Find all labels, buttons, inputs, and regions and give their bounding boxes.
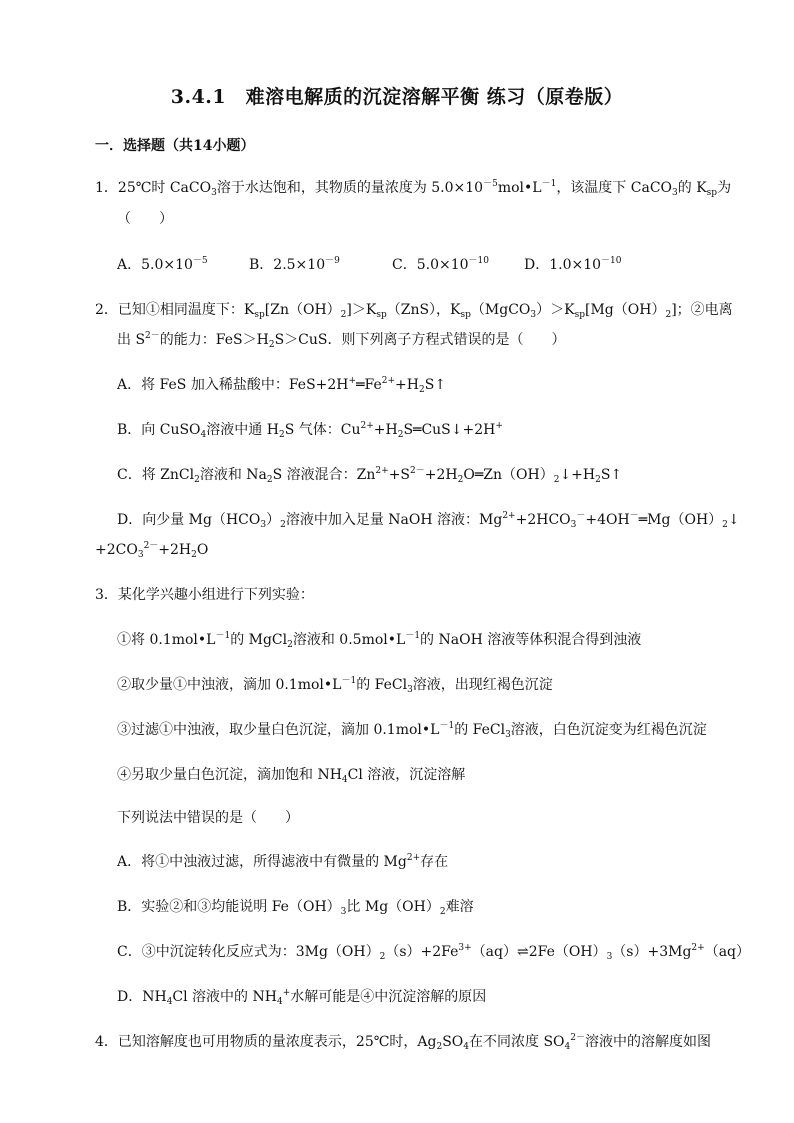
question-3-option-a[interactable]: A．将①中浊液过滤，所得滤液中有微量的 $Mg^{2+}$存在	[117, 853, 449, 870]
option-b[interactable]: B．$2.5\times 10^{-9}$	[249, 256, 340, 273]
question-2-stem-line2: 出 $S^{2-}$的能力：$FeS>H_2S>CuS$．则下列离子方程式错误的是（ ）	[117, 331, 566, 350]
option-a[interactable]: A．$5.0\times 10^{-5}$	[117, 256, 208, 273]
option-c[interactable]: C．$5.0\times 10^{-10}$	[392, 256, 489, 273]
option-d[interactable]: D．$1.0\times 10^{-10}$	[524, 256, 622, 273]
page-title: 3.4.1 难溶电解质的沉淀溶解平衡 练习（原卷版）	[170, 86, 624, 108]
question-2-option-a[interactable]: A．将 FeS 加入稀盐酸中：$FeS+2H^+═Fe^{2+}+H_2S↑$	[117, 376, 447, 395]
question-1-options	[117, 255, 622, 275]
question-2-option-c[interactable]: C．将 ZnCl$_2$溶液和 $Na_2S$ 溶液混合：$Zn^{2+}+S^{2-}+2H_2O═Zn(OH)_2↓+H_2S↑$	[117, 466, 623, 485]
question-3-ask: 下列说法中错误的是（ ）	[117, 810, 299, 826]
question-3-option-b[interactable]: B．实验②和③均能说明 $Fe(OH)_3$比 $Mg(OH)_2$难溶	[117, 899, 474, 917]
question-2-stem-line1: 2．已知①相同温度下：$K_{sp}[Zn(OH)_2]>K_{sp}(ZnS)$，$K_{sp}(MgCO_3)>K_{sp}[Mg(OH)_2]$；②电离	[95, 302, 733, 320]
question-4-stem: 4．已知溶解度也可用物质的量浓度表示，25℃时，$Ag_2SO_4$在不同浓度 $SO_4^{2-}$溶液中的溶解度如图	[95, 1033, 712, 1052]
question-3-stem: 3．某化学兴趣小组进行下列实验：	[95, 587, 314, 603]
question-1-paren: （ ）	[117, 211, 173, 227]
section-heading: 一．选择题（共14小题）	[95, 138, 255, 154]
question-3-step-3: ③过滤①中浊液，取少量白色沉淀，滴加 $0.1mol•L^{-1}$的 FeCl$_3$溶液，白色沉淀变为红褐色沉淀	[117, 721, 707, 740]
question-3-step-2: ②取少量①中浊液，滴加 $0.1mol•L^{-1}$的 FeCl$_3$溶液，出现红褐色沉淀	[117, 676, 553, 695]
question-3-step-1: ①将 $0.1mol•L^{-1}$的 MgCl$_2$溶液和 $0.5mol•L^{-1}$的 NaOH 溶液等体积混合得到浊液	[117, 631, 642, 650]
question-3-step-4: ④另取少量白色沉淀，滴加饱和 $NH_4Cl$ 溶液，沉淀溶解	[117, 767, 466, 785]
question-2-option-d[interactable]: D．向少量 $Mg(HCO_3)_2$溶液中加入足量 NaOH 溶液：$Mg^{2+}+2HCO_3^-+4OH^-═Mg(OH)_2↓$	[117, 511, 740, 530]
question-2-option-d-cont: $+2CO_3^{2-}+2H_2O$	[95, 541, 209, 560]
question-3-option-c[interactable]: C．③中沉淀转化反应式为：$3Mg(OH)_2(s)+2Fe^{3+}(aq)\rightleftharpoons 2Fe(OH)_3(s)+3Mg^{2+}(aq)$	[117, 943, 751, 962]
question-3-option-d[interactable]: D．$NH_4Cl$ 溶液中的 $NH_4^+$水解可能是④中沉淀溶解的原因	[117, 988, 487, 1007]
question-1-stem: 1．25℃时 CaCO$_3$溶于水达饱和，其物质的量浓度为 $5.0\times 10^{-5}mol•L^{-1}$，该温度下 CaCO$_3$的 $K_{sp}$为	[95, 179, 732, 198]
question-2-option-b[interactable]: B．向 CuSO$_4$溶液中通 $H_2S$ 气体：$Cu^{2+}+H_2S═CuS↓+2H^+$	[117, 421, 503, 440]
